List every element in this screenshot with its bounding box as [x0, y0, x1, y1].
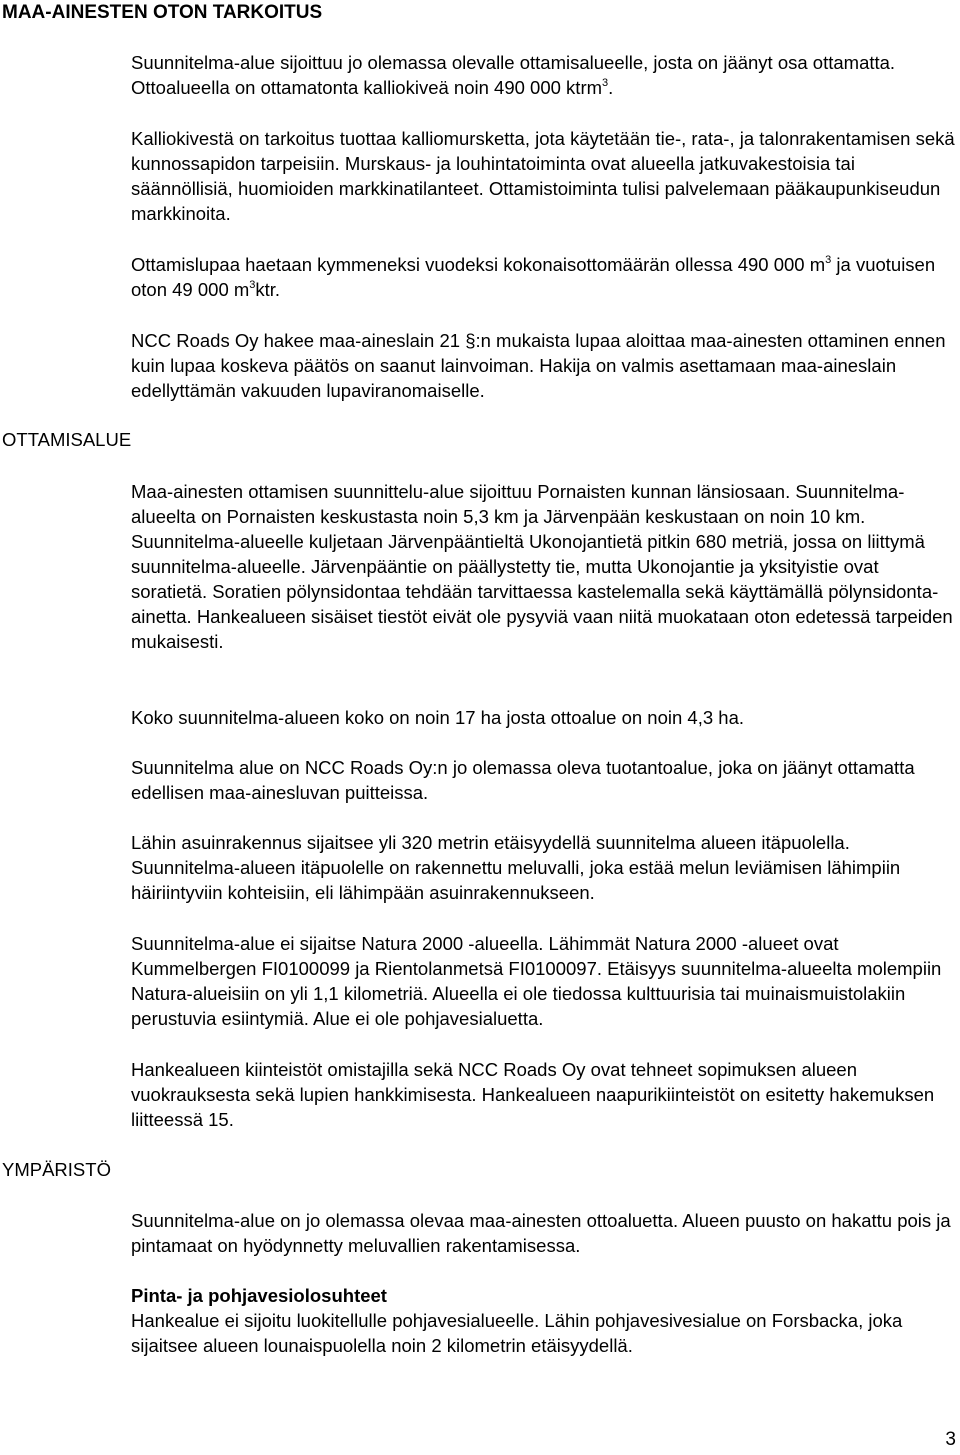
ottamisalue-paragraph-6: Hankealueen kiinteistöt omistajilla sekä NCC Roads Oy ovat tehneet sopimuksen alueen vuokrauksesta sekä lupien hankkimisesta. Hankealueen naapurikiinteistöt on esitetty hakemuksen liitteessä 15.	[131, 1059, 935, 1130]
ottamisalue-paragraph-5: Suunnitelma-alue ei sijaitse Natura 2000 -alueella. Lähimmät Natura 2000 -alueet ovat Kummelbergen FI0100099 ja Rientolanmetsä FI0100097. Etäisyys suunnitelma-alueelta molempiin Natura-alueisiin on yli 1,1 kilometriä. Alueella ei ole tiedossa kulttuurisia tai muinaismuistolakiin perustuvia esiintymiä. Alue ei ole pohjavesialuetta.	[131, 933, 942, 1029]
ottamisalue-paragraph-1: Maa-ainesten ottamisen suunnittelu-alue sijoittuu Pornaisten kunnan länsiosaan. Suunnitelma-alueelta on Pornaisten keskustasta noin 5,3 km ja Järvenpään keskustaan on noin 10 km. Suunnitelma-alueelle kuljetaan Järvenpääntieltä Ukonojantietä pitkin 680 metriä, jossa on liittymä suunnitelma-alueelle. Järvenpääntie on päällystetty tie, mutta Ukonojantie ja yksityistie ovat soratietä. Soratien pölynsidontaa tehdään tarvittaessa kastelemalla sekä käyttämällä pölynsidonta-ainetta. Hankealueen sisäiset tiestöt eivät ole pysyviä vaan niitä muokataan oton edetessä tarpeiden mukaisesti.	[131, 481, 953, 652]
section-heading-ymparisto: YMPÄRISTÖ	[2, 1159, 111, 1180]
tarkoitus-paragraph-2: Kalliokivestä on tarkoitus tuottaa kalliomursketta, jota käytetään tie-, rata-, ja talonrakentamisen sekä kunnossapidon tarpeisiin. Murskaus- ja louhintatoiminta ovat alueella jatkuvakestoisia tai säännöllisiä, huomioiden markkinatilanteet. Ottamistoiminta tulisi palvelemaan pääkaupunkiseudun markkinoita.	[131, 128, 955, 224]
tarkoitus-paragraph-3: Ottamislupaa haetaan kymmeneksi vuodeksi kokonaisottomäärän ollessa 490 000 $m^3$ ja vuotuisen oton 49 000 $m^3ktr$.	[131, 253, 936, 300]
main-heading: MAA-AINESTEN OTON TARKOITUS	[2, 2, 323, 23]
subheading-pinta-pohjavesi: Pinta- ja pohjavesiolosuhteet	[131, 1285, 387, 1306]
section-heading-ottamisalue: OTTAMISALUE	[2, 429, 132, 450]
ottamisalue-paragraph-4: Lähin asuinrakennus sijaitsee yli 320 metrin etäisyydellä suunnitelma alueen itäpuolella. Suunnitelma-alueen itäpuolelle on rakennettu meluvalli, joka estää melun leviämisen lähimpiin häiriintyviin kohteisiin, eli lähimpään asuinrakennukseen.	[131, 832, 901, 903]
ymparisto-paragraph-2: Pinta- ja pohjavesiolosuhteet Hankealue ei sijoitu luokitellulle pohjavesialueelle. Lähin pohjavesivesialue on Forsbacka, joka sijaitsee alueen lounaispuolella noin 2 kilometrin etäisyydellä.	[131, 1283, 957, 1358]
tarkoitus-paragraph-4: NCC Roads Oy hakee maa-aineslain 21 §:n mukaista lupaa aloittaa maa-ainesten ottaminen ennen kuin lupaa koskeva päätös on saanut lainvoiman. Hakija on valmis asettamaan maa-aineslain edellyttämän vakuuden lupaviranomaiselle.	[131, 330, 946, 401]
page-number: 3	[945, 1429, 956, 1450]
tarkoitus-paragraph-1: Suunnitelma-alue sijoittuu jo olemassa olevalle ottamisalueelle, josta on jäänyt osa ottamatta. Ottoalueella on ottamatonta kalliokiveä noin 490 000 ktrm$^3$.	[131, 52, 896, 98]
ottamisalue-paragraph-2: Koko suunnitelma-alueen koko on noin 17 ha josta ottoalue on noin 4,3 ha.	[131, 707, 745, 728]
ymparisto-paragraph-1: Suunnitelma-alue on jo olemassa olevaa maa-ainesten ottoaluetta. Alueen puusto on hakattu pois ja pintamaat on hyödynnetty meluvallien rakentamisessa.	[131, 1210, 951, 1256]
ottamisalue-paragraph-3: Suunnitelma alue on NCC Roads Oy:n jo olemassa oleva tuotantoalue, joka on jäänyt ottamatta edellisen maa-ainesluvan puitteissa.	[131, 757, 915, 803]
